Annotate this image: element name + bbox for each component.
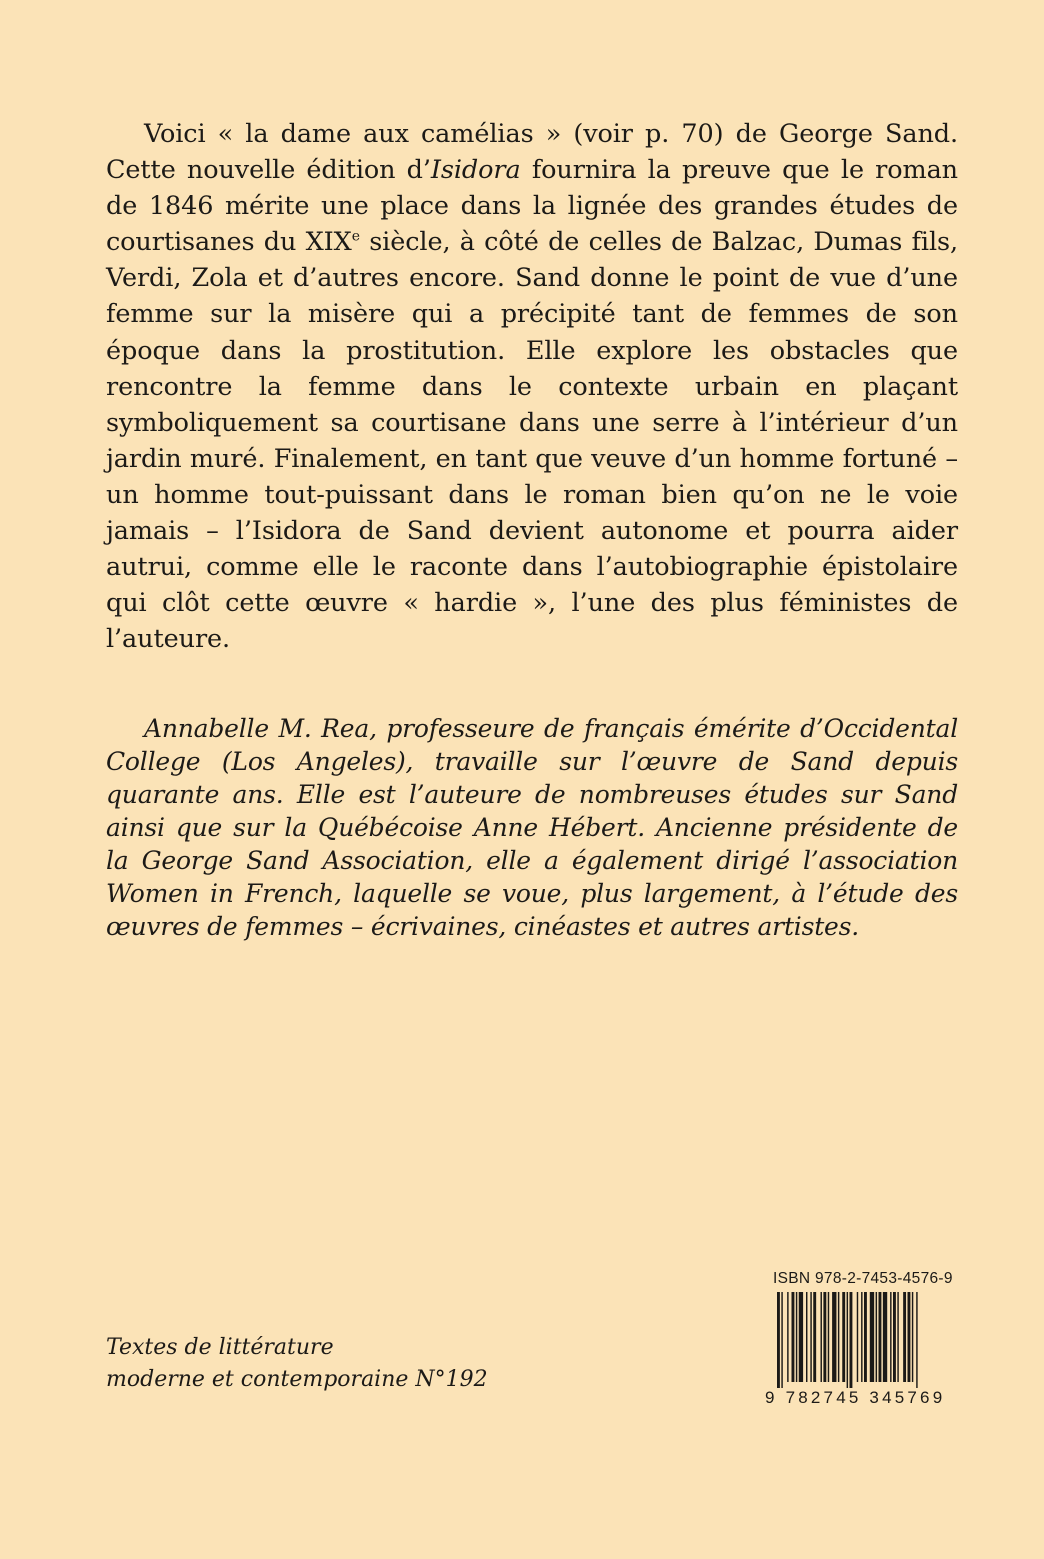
series-info [106,1332,506,1396]
barcode-bar [883,1292,887,1382]
barcode-bar [897,1292,898,1382]
barcode-bar [908,1292,911,1382]
ean-digits: 9 782745 345769 [765,1388,946,1407]
barcode-bar [916,1292,917,1388]
barcode-bar [857,1292,858,1382]
barcode-bar [864,1292,867,1382]
isbn-label: ISBN 978-2-7453-4576-9 [773,1270,953,1287]
barcode-bar [912,1292,913,1382]
barcode-bar [821,1292,822,1382]
barcode-bar [787,1292,788,1382]
barcode-bar [781,1292,782,1388]
barcode-bar [777,1292,780,1388]
barcode-bar [810,1292,811,1382]
barcode-bars-icon [765,1292,955,1388]
barcode-bar [876,1292,877,1382]
barcode-bar [861,1292,862,1382]
barcode-bar [806,1292,807,1382]
barcode-bar [893,1292,896,1382]
barcode-bar [823,1292,826,1382]
barcode-bar [792,1292,795,1382]
barcode-bar [813,1292,816,1382]
barcode-bar [890,1292,891,1382]
book-title: Isidora [430,155,521,186]
barcode-bar [850,1292,853,1388]
barcode-bar [796,1292,797,1382]
barcode-bar [828,1292,829,1382]
book-summary: Voici « la dame aux camélias » (voir p. 70) de George Sand. Cette nouvelle édition d’Isidora fournira la preuve que le roman de 1846 mérite une place dans la lignée des grandes études de courtisanes du XIXe siècle, à côté de celles de Balzac, Dumas fils, Verdi, Zola et d’autres encore. Sand donne le point de vue d’une femme sur la misère qui a précipité tant de femmes de son époque dans la prostitution. Elle explore les obstacles que rencontre la femme dans le contexte urbain en plaçant symboliquement sa courtisane dans une serre à l’intérieur d’un jardin muré. Finalement, en tant que veuve d’un homme fortuné – un homme tout-puissant dans le roman bien qu’on ne le voie jamais – l’Isidora de Sand devient autonome et pourra aider autrui, comme elle le raconte dans l’autobiographie épistolaire qui clôt cette œuvre « hardie », l’une des plus féministes de l’auteure. [106,119,959,655]
barcode-bar [903,1292,906,1382]
barcode-bar [847,1292,848,1388]
author-bio: Annabelle M. Rea, professeure de français émérite d’Occidental College (Los Angeles), travaille sur l’œuvre de Sand depuis quarante ans. Elle est l’auteure de nombreuses études sur Sand ainsi que sur la Québécoise Anne Hébert. Ancienne présidente de la George Sand Association, elle a également dirigé l’association Women in French, laquelle se voue, plus largement, à l’étude des œuvres de femmes – écrivaines, cinéastes et autres artistes. [106,714,958,941]
barcode-bar [838,1292,839,1382]
isbn-barcode [765,1270,955,1415]
series-line-1: Textes de littérature [106,1335,334,1360]
barcode-bar [870,1292,874,1382]
series-line-2: moderne et contemporaine N°192 [106,1367,488,1392]
barcode-bar [879,1292,882,1382]
barcode-bar [832,1292,836,1382]
barcode-bar [799,1292,803,1382]
barcode-bar [842,1292,845,1382]
